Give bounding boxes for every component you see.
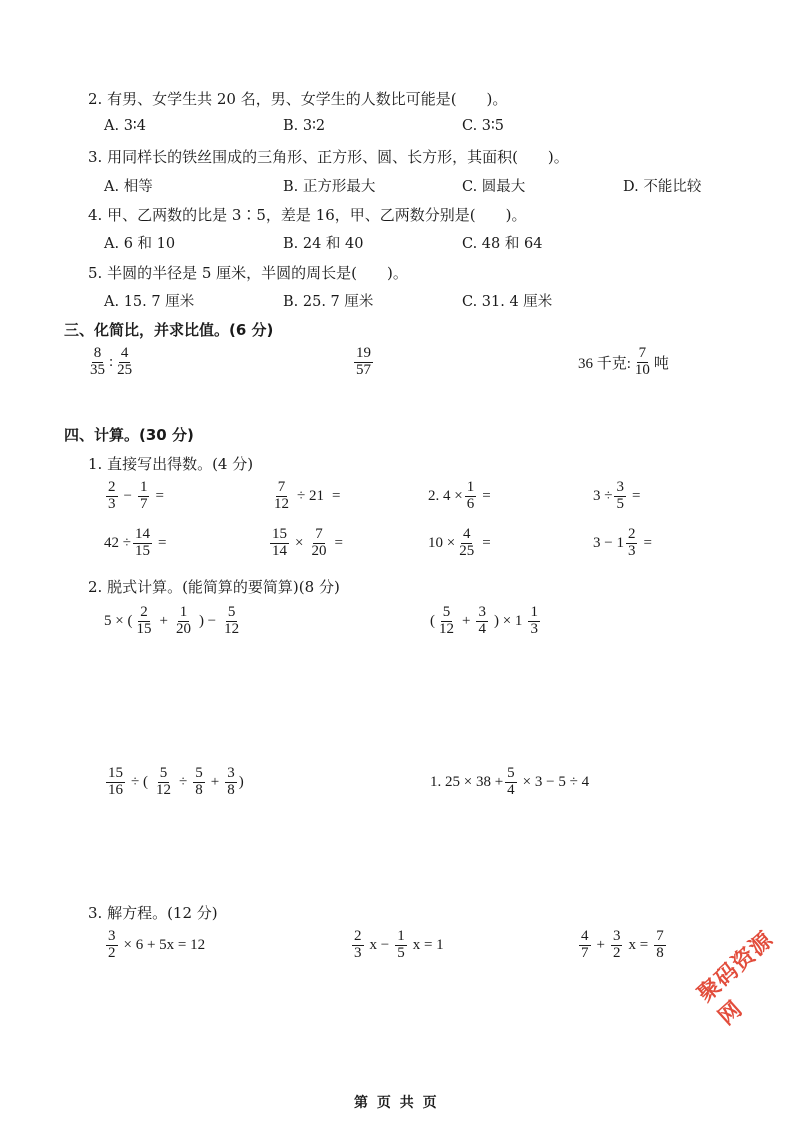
oral-calc-8: 3 − 1 $\frac{2}{3}$ = <box>593 526 652 559</box>
equation-2: $\frac{2}{3}$ x − $\frac{1}{5}$ x = 1 <box>354 928 444 961</box>
sub-3-title: 3. 解方程。(12 分) <box>88 904 218 922</box>
q3-option-c: C. 圆最大 <box>462 179 526 195</box>
q2-stem: 2. 有男、女学生共 20 名，男、女学生的人数比可能是( )。 <box>88 90 508 108</box>
oral-calc-4: 3 ÷ $\frac{3}{5}$ = <box>593 479 641 512</box>
section-3-title: 三、化简比，并求比值。(6 分) <box>64 321 274 339</box>
q4-option-c: C. 48 和 64 <box>462 236 543 252</box>
q4-stem: 4. 甲、乙两数的比是 3∶5，差是 16，甲、乙两数分别是( )。 <box>88 206 527 224</box>
q3-option-b: B. 正方形最大 <box>283 179 376 195</box>
stepwise-calc-1: 5 × ( $\frac{2}{15}$ + $\frac{1}{20}$ ) − $\frac{5}{12}$ <box>104 604 240 637</box>
oral-calc-7: 10 × $\frac{4}{25}$ = <box>428 526 491 559</box>
page-footer: 第 页 共 页 <box>354 1095 437 1111</box>
fraction: $\frac{7}{10}$ <box>634 345 650 378</box>
q5-option-a: A. 15. 7 厘米 <box>104 294 195 310</box>
fraction: $\frac{4}{25}$ <box>117 345 133 378</box>
ratio-expression-1: $\frac{8}{35}$ : $\frac{4}{25}$ <box>90 345 133 378</box>
stepwise-calc-3: $\frac{15}{16}$ ÷ ( $\frac{5}{12}$ ÷ $\frac{5}{8}$ + $\frac{3}{8}$ ) <box>108 765 244 798</box>
q4-option-a: A. 6 和 10 <box>104 236 176 252</box>
ratio-expression-3: 36 千克: $\frac{7}{10}$ 吨 <box>578 345 669 378</box>
oral-calc-1: $\frac{2}{3}$ − $\frac{1}{7}$ = <box>108 479 164 512</box>
fraction: $\frac{8}{35}$ <box>90 345 105 378</box>
q3-stem: 3. 用同样长的铁丝围成的三角形、正方形、圆、长方形，其面积( )。 <box>88 148 569 166</box>
q2-option-a: A. 3∶4 <box>104 118 146 134</box>
q3-option-a: A. 相等 <box>104 179 153 195</box>
oral-calc-2: $\frac{7}{12}$ ÷ 21 = <box>274 479 341 512</box>
oral-calc-6: $\frac{15}{14}$ × $\frac{7}{20}$ = <box>272 526 343 559</box>
oral-calc-5: 42 ÷ $\frac{14}{15}$ = <box>104 526 167 559</box>
equation-1: $\frac{3}{2}$ × 6 + 5x = 12 <box>108 928 206 961</box>
watermark-logo: 聚码资源网 <box>693 927 779 1031</box>
section-4-title: 四、计算。(30 分) <box>64 426 194 444</box>
fraction: $\frac{19}{57}$ <box>356 345 371 378</box>
oral-calc-3: 2. 4 × $\frac{1}{6}$ = <box>428 479 491 512</box>
q5-option-c: C. 31. 4 厘米 <box>462 294 553 310</box>
q2-option-c: C. 3∶5 <box>462 118 505 134</box>
q3-option-d: D. 不能比较 <box>623 179 702 195</box>
stepwise-calc-4: 1. 25 × 38 + $\frac{5}{4}$ × 3 − 5 ÷ 4 <box>430 765 590 798</box>
stepwise-calc-2: ( $\frac{5}{12}$ + $\frac{3}{4}$ ) × 1 $\frac{1}{3}$ <box>430 604 538 637</box>
q5-option-b: B. 25. 7 厘米 <box>283 294 374 310</box>
sub-1-title: 1. 直接写出得数。(4 分) <box>88 455 254 473</box>
sub-2-title: 2. 脱式计算。(能简算的要简算)(8 分) <box>88 578 340 596</box>
q2-option-b: B. 3∶2 <box>283 118 326 134</box>
equation-3: $\frac{4}{7}$ + $\frac{3}{2}$ x = $\frac{7}{8}$ <box>581 928 664 961</box>
ratio-expression-2 <box>352 346 375 379</box>
q5-stem: 5. 半圆的半径是 5 厘米，半圆的周长是( )。 <box>88 264 408 282</box>
q4-option-b: B. 24 和 40 <box>283 236 364 252</box>
